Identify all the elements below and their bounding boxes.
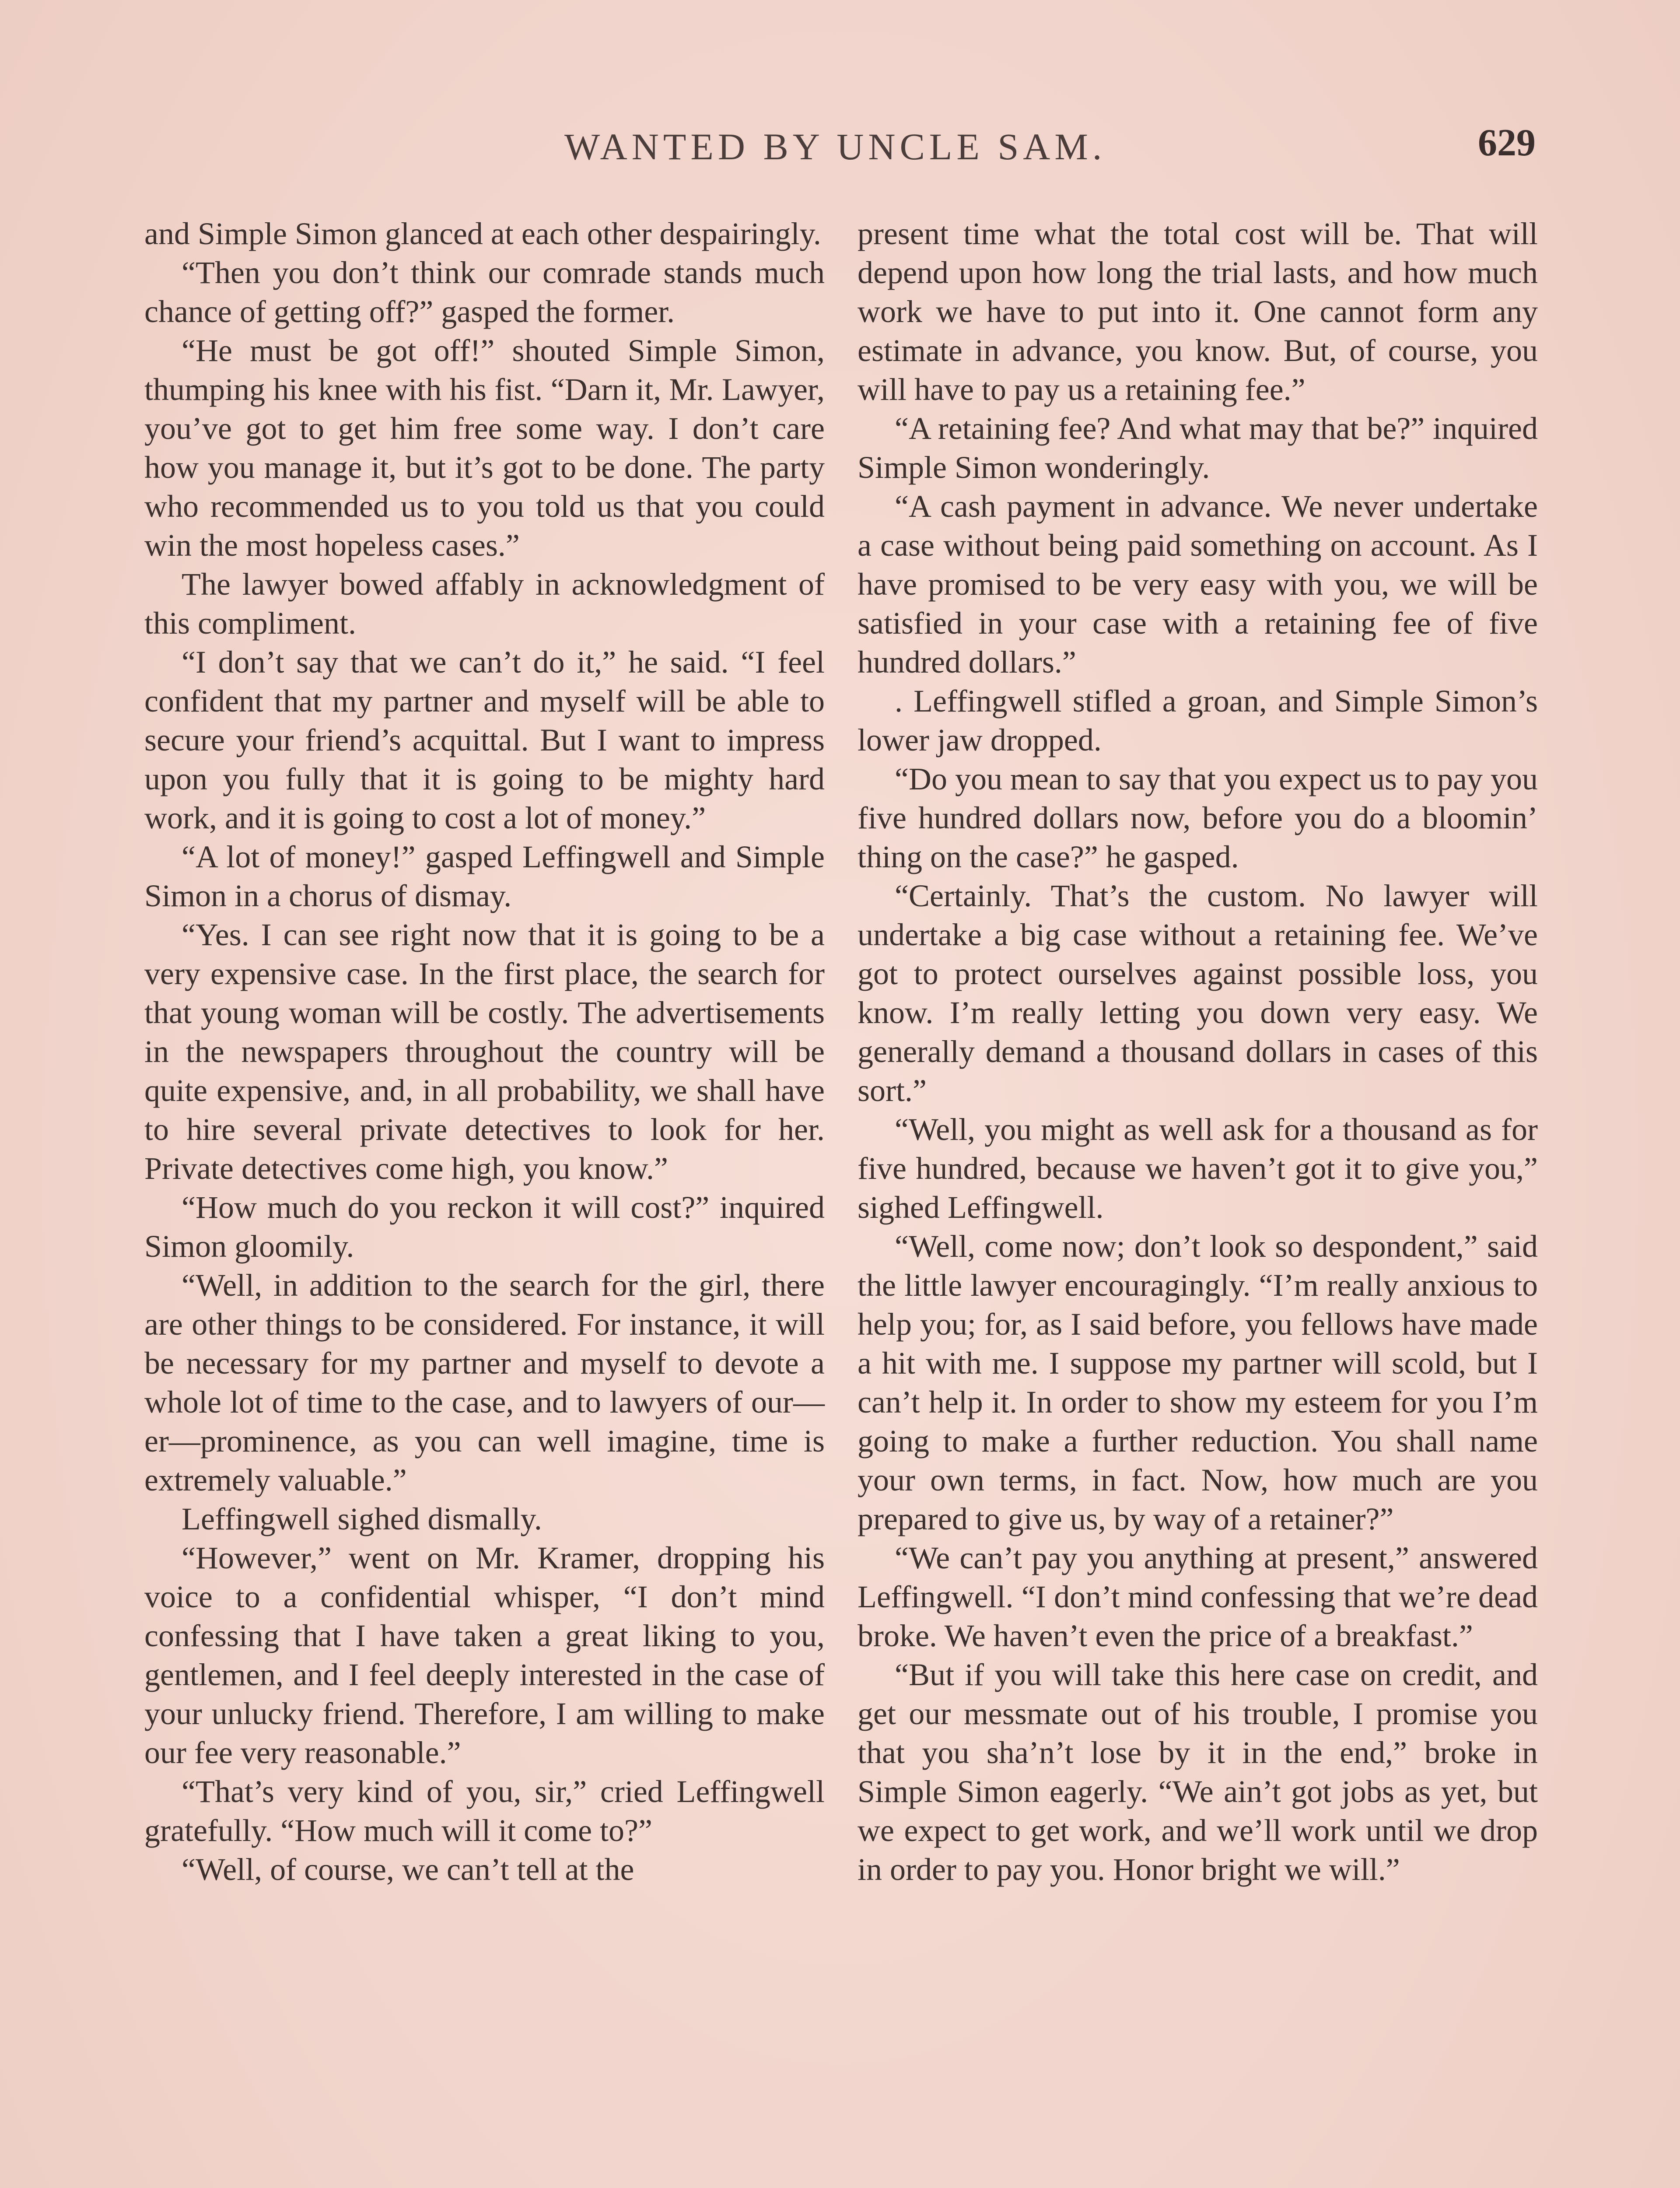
paragraph: The lawyer bowed affably in acknowledgment of this compliment.	[144, 567, 825, 641]
paragraph: “Then you don’t think our comrade stands much chance of getting off?” gasped the former.	[144, 255, 825, 329]
paragraph: “However,” went on Mr. Kramer, dropping his voice to a confidential whisper, “I don’t mind confessing that I have taken a great liking to you, gentlemen, and I feel deeply interested in the case of your unlucky friend. Therefore, I am willing to make our fee very reasonable.”	[144, 1540, 825, 1770]
paragraph: “We can’t pay you anything at present,” answered Leffingwell. “I don’t mind confessing that we’re dead broke. We haven’t even the price of a breakfast.”	[858, 1540, 1538, 1653]
paragraph: present time what the total cost will be. That will depend upon how long the trial lasts, and how much work we have to put into it. One cannot form any estimate in advance, you know. But, of course, you will have to pay us a retaining fee.”	[858, 216, 1538, 407]
right-text-column	[858, 214, 1538, 1889]
paragraph: “Well, of course, we can’t tell at the	[182, 1852, 634, 1887]
paragraph: “A lot of money!” gasped Leffingwell and Simple Simon in a chorus of dismay.	[144, 839, 825, 913]
paragraph: and Simple Simon glanced at each other despairingly.	[144, 216, 821, 251]
paragraph: “A cash payment in advance. We never undertake a case without being paid something on account. As I have promised to be very easy with you, we will be satisfied in your case with a retaining fee of five hundred dollars.”	[858, 489, 1538, 680]
paragraph: “But if you will take this here case on credit, and get our messmate out of his trouble, I promise you that you sha’n’t lose by it in the end,” broke in Simple Simon eagerly. “We ain’t got jobs as yet, but we expect to get work, and we’ll work until we drop in order to pay you. Honor bright we will.”	[858, 1657, 1538, 1887]
paragraph: “Well, in addition to the search for the girl, there are other things to be considered. For instance, it will be necessary for my partner and myself to devote a whole lot of time to the case, and to lawyers of our—er—prominence, as you can well imagine, time is extremely valuable.”	[144, 1268, 825, 1497]
paragraph: “I don’t say that we can’t do it,” he said. “I feel confident that my partner and myself will be able to secure your friend’s acquittal. But I want to impress upon you fully that it is going to be mighty hard work, and it is going to cost a lot of money.”	[144, 645, 825, 835]
paragraph: “Well, come now; don’t look so despondent,” said the little lawyer encouragingly. “I’m really anxious to help you; for, as I said before, you fellows have made a hit with me. I suppose my partner will scold, but I can’t help it. In order to show my esteem for you I’m going to make a further reduction. You shall name your own terms, in fact. Now, how much are you prepared to give us, by way of a retainer?”	[858, 1229, 1538, 1536]
left-text-column	[144, 214, 825, 1889]
paragraph: “Do you mean to say that you expect us to pay you five hundred dollars now, before you do a bloomin’ thing on the case?” he gasped.	[858, 761, 1538, 874]
paragraph: “He must be got off!” shouted Simple Simon, thumping his knee with his fist. “Darn it, Mr. Lawyer, you’ve got to get him free some way. I don’t care how you manage it, but it’s got to be done. The party who recommended us to you told us that you could win the most hopeless cases.”	[144, 333, 825, 563]
paragraph: “That’s very kind of you, sir,” cried Leffingwell gratefully. “How much will it come to?”	[144, 1774, 825, 1848]
paragraph: “Certainly. That’s the custom. No lawyer will undertake a big case without a retaining fee. We’ve got to protect ourselves against possible loss, you know. I’m really letting you down very easy. We generally demand a thousand dollars in cases of this sort.”	[858, 878, 1538, 1108]
paragraph: “Well, you might as well ask for a thousand as for five hundred, because we haven’t got it to give you,” sighed Leffingwell.	[858, 1112, 1538, 1225]
paragraph: “How much do you reckon it will cost?” inquired Simon gloomily.	[144, 1190, 825, 1264]
paragraph: Leffingwell sighed dismally.	[182, 1501, 542, 1536]
page-number: 629	[1478, 122, 1536, 164]
running-title: WANTED BY UNCLE SAM.	[564, 126, 1106, 168]
paragraph: “A retaining fee? And what may that be?” inquired Simple Simon wonderingly.	[858, 411, 1538, 485]
paragraph: . Leffingwell stifled a groan, and Simple Simon’s lower jaw dropped.	[858, 684, 1538, 757]
paragraph: “Yes. I can see right now that it is going to be a very expensive case. In the first place, the search for that young woman will be costly. The advertisements in the newspapers throughout the country will be quite expensive, and, in all probability, we shall have to hire several private detectives to look for her. Private detectives come high, you know.”	[144, 917, 825, 1186]
